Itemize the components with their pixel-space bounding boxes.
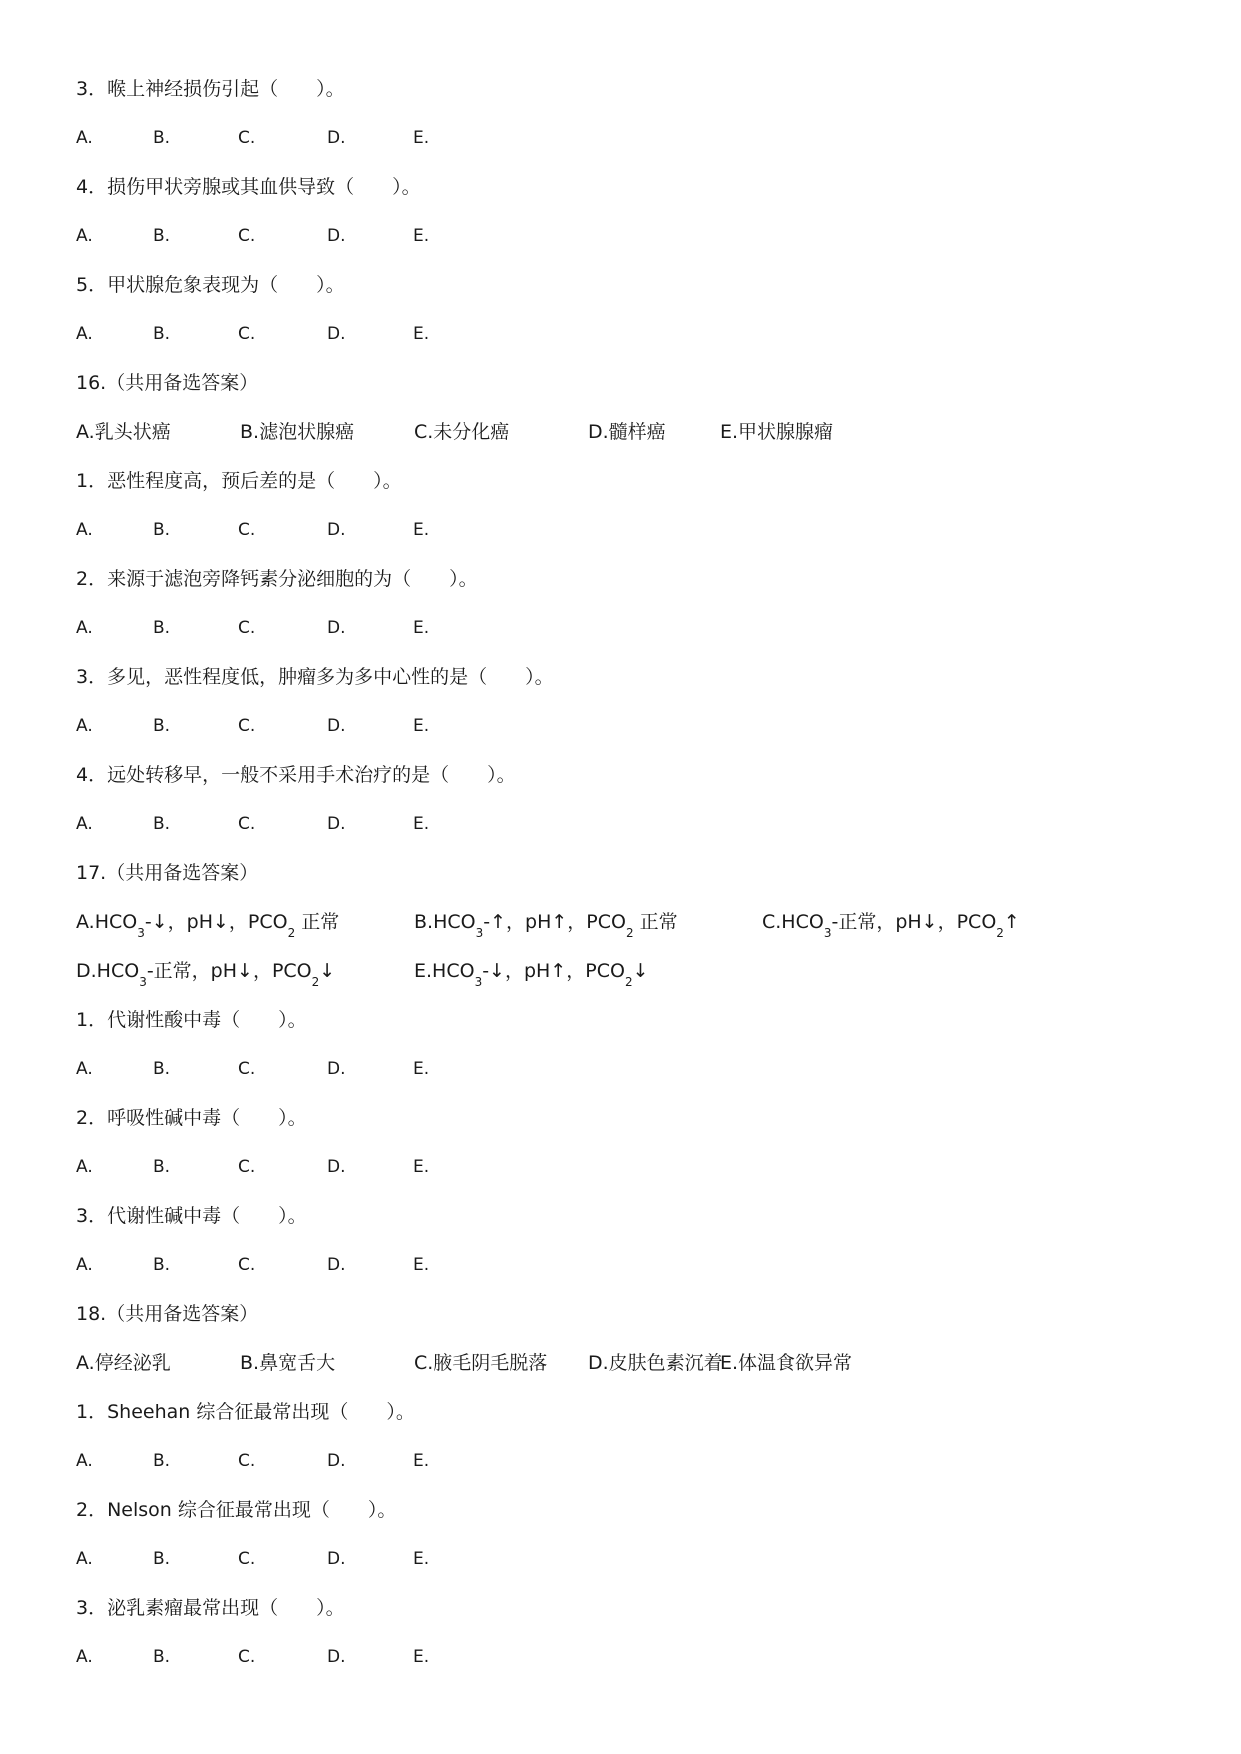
answer-letter: A. xyxy=(76,226,93,246)
option-item: E.甲状腺腺瘤 xyxy=(720,421,834,443)
option-item: A.乳头状癌 xyxy=(76,421,171,443)
answer-letter: E. xyxy=(413,1647,430,1667)
answer-letters-row xyxy=(76,715,1176,764)
question-text: 3．喉上神经损伤引起（ ）。 xyxy=(76,78,345,100)
answer-letter: E. xyxy=(413,716,430,736)
option-item: $E.HCO_3-↓$，pH↑，$PCO_2↓$ xyxy=(414,960,649,989)
answer-letter: C. xyxy=(238,814,256,834)
question-text: 3．代谢性碱中毒（ ）。 xyxy=(76,1205,307,1227)
answer-letter: A. xyxy=(76,716,93,736)
answer-letter: C. xyxy=(238,1059,256,1079)
question-text: 1．代谢性酸中毒（ ）。 xyxy=(76,1009,307,1031)
answer-letter: A. xyxy=(76,1059,93,1079)
shared-options-header: 18.（共用备选答案） xyxy=(76,1303,259,1325)
answer-letter: A. xyxy=(76,128,93,148)
answer-letters-row xyxy=(76,1058,1176,1107)
document-page xyxy=(76,78,1176,1695)
answer-letters-row xyxy=(76,1254,1176,1303)
answer-letter: E. xyxy=(413,128,430,148)
answer-letter: C. xyxy=(238,716,256,736)
answer-letters-row xyxy=(76,1646,1176,1695)
answer-letter: A. xyxy=(76,1157,93,1177)
option-item: B.鼻宽舌大 xyxy=(240,1352,336,1374)
answer-letter: E. xyxy=(413,1059,430,1079)
option-item: B.滤泡状腺癌 xyxy=(240,421,355,443)
answer-letter: A. xyxy=(76,618,93,638)
answer-letters-row xyxy=(76,225,1176,274)
option-item: D.皮肤色素沉着 xyxy=(588,1352,723,1374)
answer-letter: E. xyxy=(413,1549,430,1569)
answer-letter: B. xyxy=(153,520,171,540)
question-text: 2．Nelson 综合征最常出现（ ）。 xyxy=(76,1499,397,1521)
answer-letter: B. xyxy=(153,716,171,736)
option-item: C.未分化癌 xyxy=(414,421,510,443)
option-row xyxy=(76,421,1176,470)
answer-letter: C. xyxy=(238,1549,256,1569)
answer-letter: B. xyxy=(153,128,171,148)
question-text: 2．来源于滤泡旁降钙素分泌细胞的为（ ）。 xyxy=(76,568,478,590)
answer-letter: D. xyxy=(327,1059,346,1079)
answer-letter: B. xyxy=(153,1647,171,1667)
answer-letter: D. xyxy=(327,1451,346,1471)
option-item: $D.HCO_3-$正常，pH↓，$PCO_2↓$ xyxy=(76,960,336,989)
answer-letter: E. xyxy=(413,618,430,638)
question-text: 2．呼吸性碱中毒（ ）。 xyxy=(76,1107,307,1129)
shared-options-header: 16.（共用备选答案） xyxy=(76,372,259,394)
answer-letter: B. xyxy=(153,226,171,246)
answer-letter: E. xyxy=(413,1157,430,1177)
answer-letters-row xyxy=(76,617,1176,666)
answer-letter: C. xyxy=(238,618,256,638)
shared-options-header: 17.（共用备选答案） xyxy=(76,862,259,884)
answer-letter: C. xyxy=(238,520,256,540)
answer-letters-row xyxy=(76,1450,1176,1499)
answer-letter: B. xyxy=(153,618,171,638)
option-row xyxy=(76,911,1176,960)
answer-letter: A. xyxy=(76,1451,93,1471)
option-item: E.体温食欲异常 xyxy=(720,1352,853,1374)
answer-letter: A. xyxy=(76,324,93,344)
answer-letters-row xyxy=(76,1156,1176,1205)
question-text: 4．远处转移早，一般不采用手术治疗的是（ ）。 xyxy=(76,764,516,786)
answer-letter: B. xyxy=(153,1451,171,1471)
answer-letter: D. xyxy=(327,716,346,736)
option-item: A.停经泌乳 xyxy=(76,1352,171,1374)
answer-letters-row xyxy=(76,1548,1176,1597)
answer-letter: D. xyxy=(327,1157,346,1177)
answer-letter: E. xyxy=(413,1255,430,1275)
answer-letter: E. xyxy=(413,324,430,344)
option-item: $A.HCO_3-↓$，pH↓，$PCO_2$ 正常 xyxy=(76,911,340,940)
answer-letter: E. xyxy=(413,1451,430,1471)
answer-letter: D. xyxy=(327,324,346,344)
answer-letter: D. xyxy=(327,618,346,638)
answer-letter: E. xyxy=(413,814,430,834)
answer-letter: E. xyxy=(413,226,430,246)
question-text: 3．泌乳素瘤最常出现（ ）。 xyxy=(76,1597,345,1619)
answer-letter: D. xyxy=(327,1647,346,1667)
option-item: C.腋毛阴毛脱落 xyxy=(414,1352,548,1374)
answer-letters-row xyxy=(76,323,1176,372)
question-text: 4．损伤甲状旁腺或其血供导致（ ）。 xyxy=(76,176,421,198)
question-text: 5．甲状腺危象表现为（ ）。 xyxy=(76,274,345,296)
answer-letter: D. xyxy=(327,520,346,540)
answer-letters-row xyxy=(76,813,1176,862)
answer-letter: B. xyxy=(153,324,171,344)
answer-letter: D. xyxy=(327,1255,346,1275)
option-item: D.髓样癌 xyxy=(588,421,666,443)
answer-letter: D. xyxy=(327,226,346,246)
answer-letter: D. xyxy=(327,128,346,148)
question-text: 1．Sheehan 综合征最常出现（ ）。 xyxy=(76,1401,415,1423)
option-item: $C.HCO_3-$正常，pH↓，$PCO_2↑$ xyxy=(762,911,1020,940)
answer-letter: B. xyxy=(153,1549,171,1569)
answer-letter: B. xyxy=(153,1255,171,1275)
answer-letter: D. xyxy=(327,814,346,834)
question-text: 1．恶性程度高，预后差的是（ ）。 xyxy=(76,470,402,492)
answer-letter: C. xyxy=(238,128,256,148)
answer-letter: A. xyxy=(76,814,93,834)
answer-letter: B. xyxy=(153,1157,171,1177)
answer-letter: B. xyxy=(153,814,171,834)
answer-letter: C. xyxy=(238,1647,256,1667)
answer-letter: A. xyxy=(76,1549,93,1569)
option-row xyxy=(76,960,1176,1009)
answer-letters-row xyxy=(76,127,1176,176)
answer-letter: C. xyxy=(238,1157,256,1177)
answer-letter: C. xyxy=(238,1451,256,1471)
question-text: 3．多见，恶性程度低，肿瘤多为多中心性的是（ ）。 xyxy=(76,666,554,688)
answer-letter: D. xyxy=(327,1549,346,1569)
answer-letter: A. xyxy=(76,520,93,540)
answer-letter: B. xyxy=(153,1059,171,1079)
answer-letter: C. xyxy=(238,324,256,344)
answer-letter: E. xyxy=(413,520,430,540)
option-row xyxy=(76,1352,1176,1401)
answer-letter: C. xyxy=(238,226,256,246)
answer-letter: A. xyxy=(76,1255,93,1275)
answer-letters-row xyxy=(76,519,1176,568)
answer-letter: C. xyxy=(238,1255,256,1275)
answer-letter: A. xyxy=(76,1647,93,1667)
option-item: $B.HCO_3-↑$，pH↑，$PCO_2$ 正常 xyxy=(414,911,678,940)
